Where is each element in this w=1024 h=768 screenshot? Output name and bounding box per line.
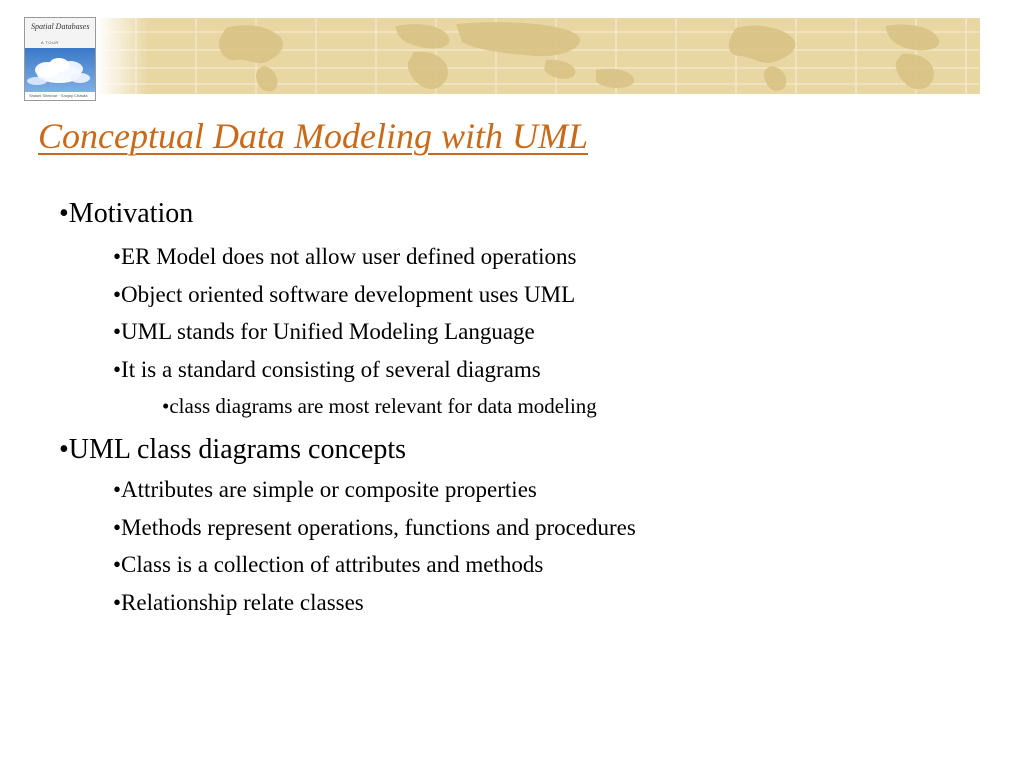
bullet-uml-stands: •UML stands for Unified Modeling Language (113, 319, 535, 344)
bullet-object-oriented: •Object oriented software development uses UML (113, 282, 576, 307)
book-cover-subtitle: A TOUR (41, 40, 59, 45)
bullet-class-diagrams-relevant: •class diagrams are most relevant for data modeling (162, 394, 597, 418)
bullet-motivation: •Motivation (59, 198, 194, 229)
bullet-class-collection: •Class is a collection of attributes and methods (113, 552, 544, 577)
book-cover-image (24, 17, 96, 101)
bullet-attributes: •Attributes are simple or composite properties (113, 477, 537, 502)
world-map-banner (96, 18, 980, 94)
cloud-sky-image (25, 48, 95, 92)
bullet-uml-concepts: •UML class diagrams concepts (59, 434, 407, 465)
bullet-relationship: •Relationship relate classes (113, 590, 364, 615)
slide-title: Conceptual Data Modeling with UML (38, 116, 588, 156)
bullet-standard-diagrams: •It is a standard consisting of several diagrams (113, 357, 541, 382)
bullet-methods: •Methods represent operations, functions and procedures (113, 515, 636, 540)
book-cover-title: Spatial Databases (31, 22, 90, 31)
bullet-er-model: •ER Model does not allow user defined operations (113, 244, 577, 269)
book-cover-authors: Shashi Shekhar · Sanjay Chawla (29, 93, 88, 98)
